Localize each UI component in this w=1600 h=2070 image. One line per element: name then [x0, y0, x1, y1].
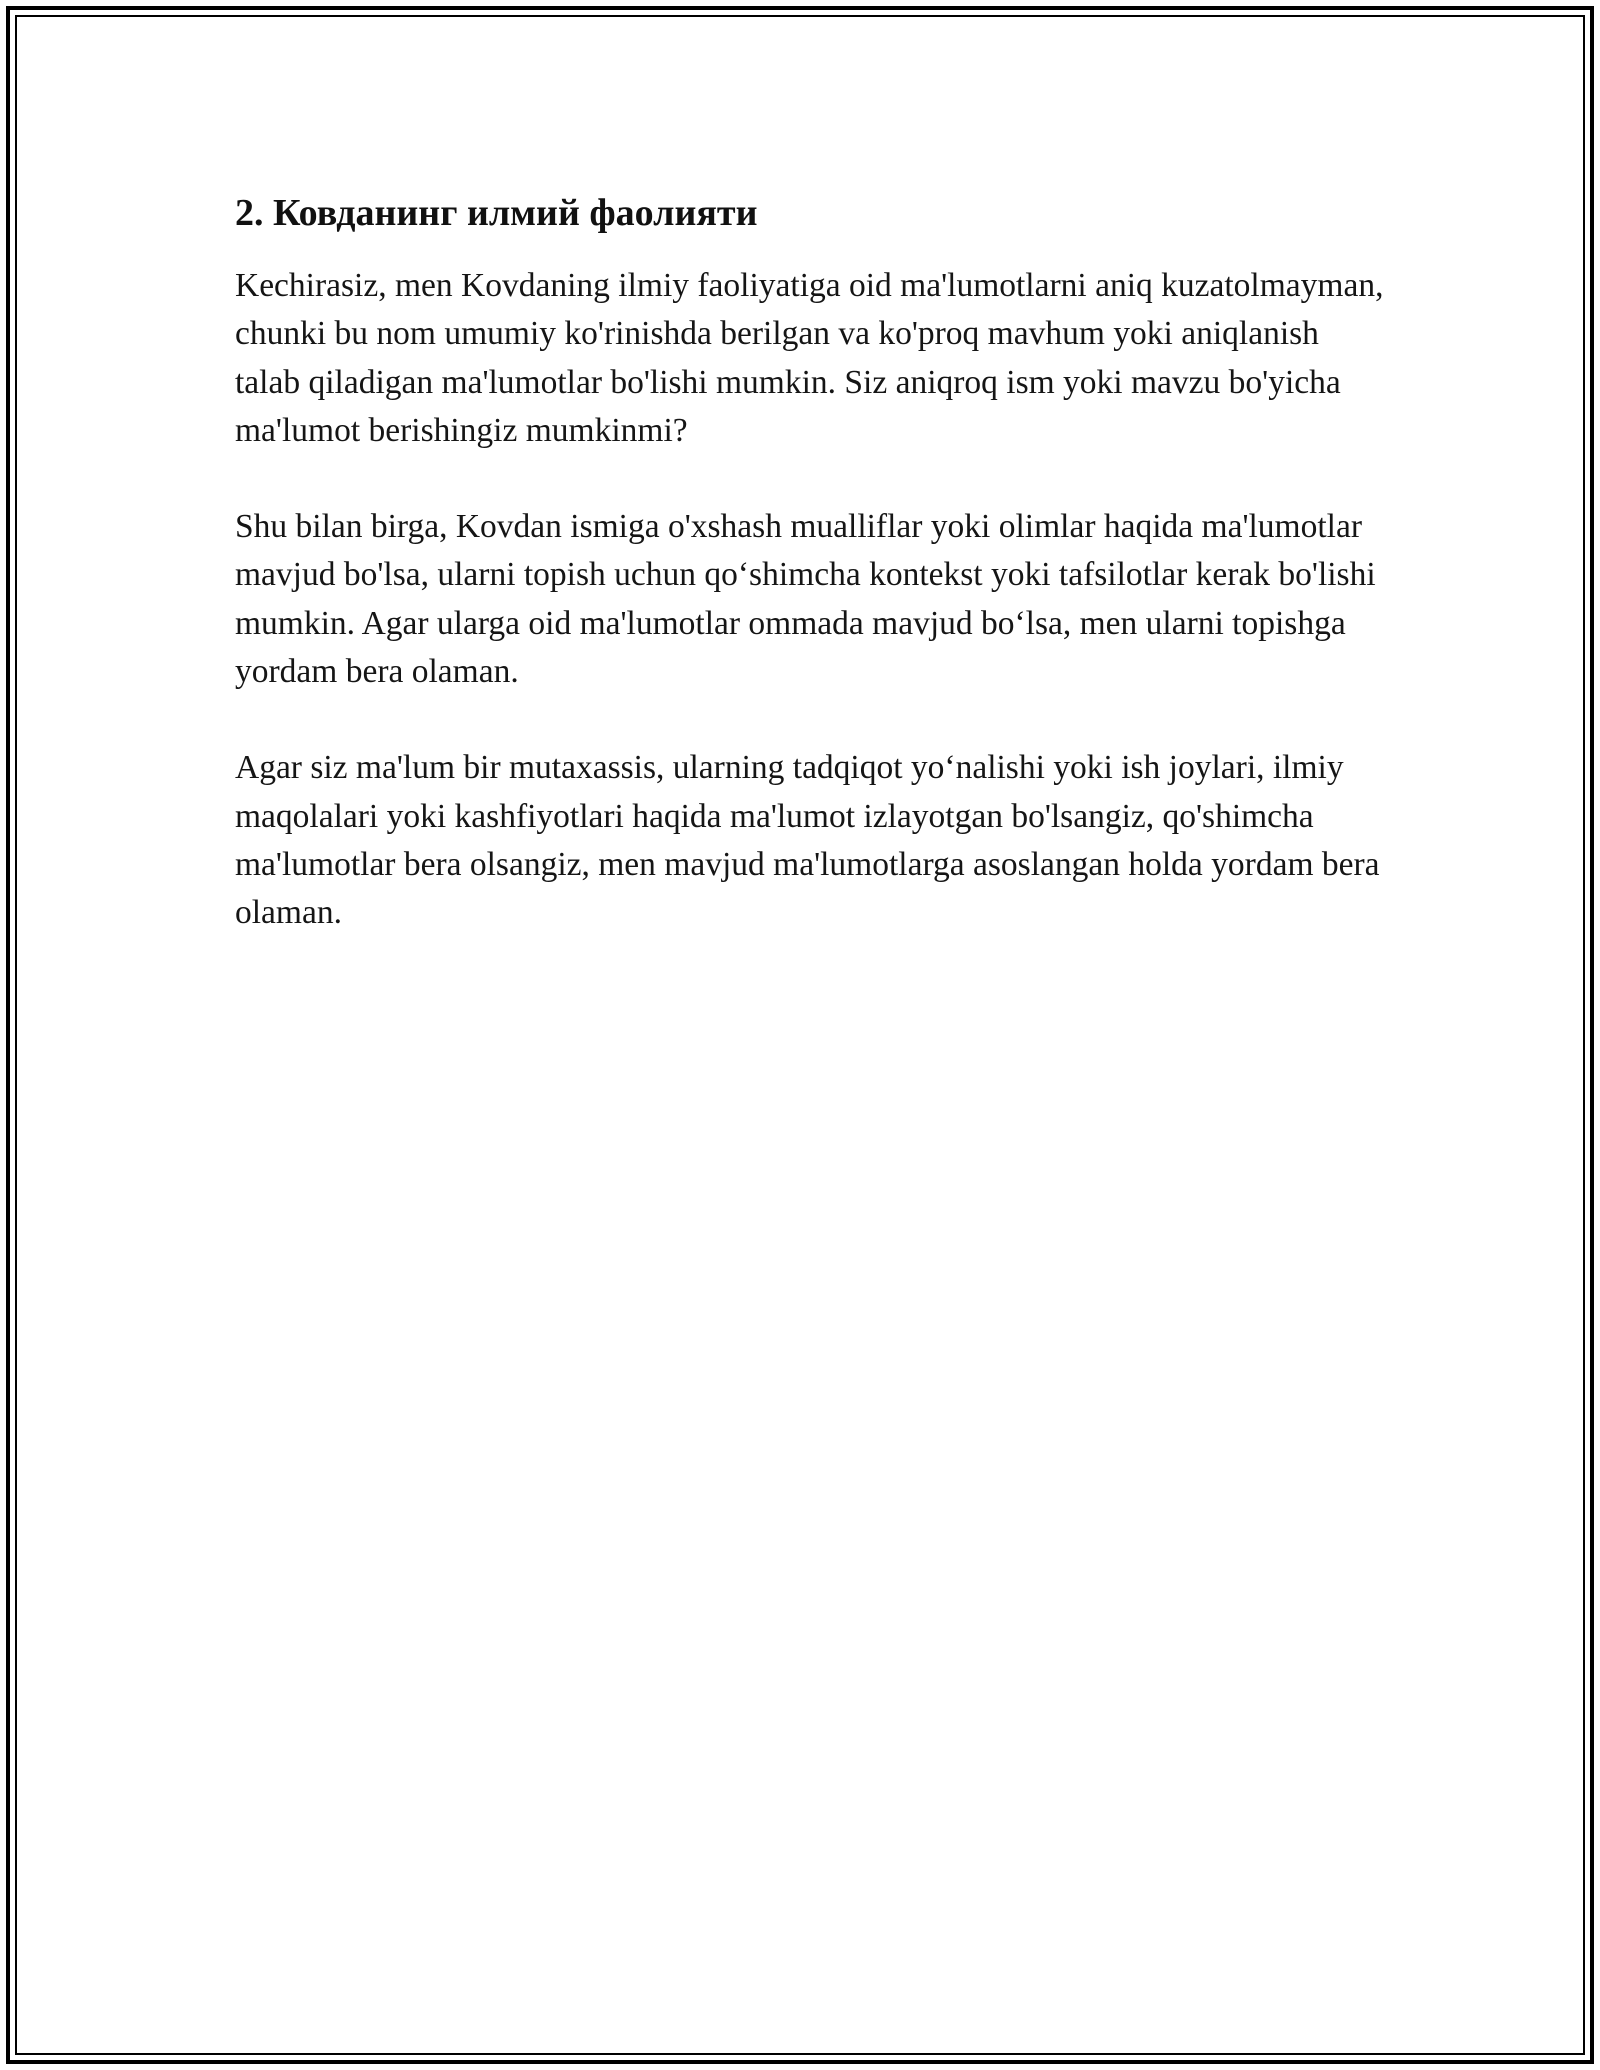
section-heading: 2. Ковданинг илмий фаолияти	[235, 192, 758, 234]
paragraph-3: Agar siz ma'lum bir mutaxassis, ularning tadqiqot yo‘nalishi yoki ish joylari, ilmiy maqolalari yoki kashfiyotlari haqida ma'lumot izlayotgan bo'lsangiz, qo'shimcha ma'lumotlar bera olsangiz, men mavjud ma'lumotlarga asoslangan holda yordam bera olaman.	[235, 749, 1380, 932]
paragraph-2: Shu bilan birga, Kovdan ismiga o'xshash mualliflar yoki olimlar haqida ma'lumotlar mavjud bo'lsa, ularni topish uchun qo‘shimcha kontekst yoki tafsilotlar kerak bo'lishi mumkin. Agar ularga oid ma'lumotlar ommada mavjud bo‘lsa, men ularni topishga yordam bera olaman.	[235, 508, 1376, 691]
paragraph-1: Kechirasiz, men Kovdaning ilmiy faoliyatiga oid ma'lumotlarni aniq kuzatolmayman, chunki bu nom umumiy ko'rinishda berilgan va ko'proq mavhum yoki aniqlanish talab qiladigan ma'lumotlar bo'lishi mumkin. Siz aniqroq ism yoki mavzu bo'yicha ma'lumot berishingiz mumkinmi?	[235, 267, 1384, 449]
document-body	[235, 186, 1385, 938]
